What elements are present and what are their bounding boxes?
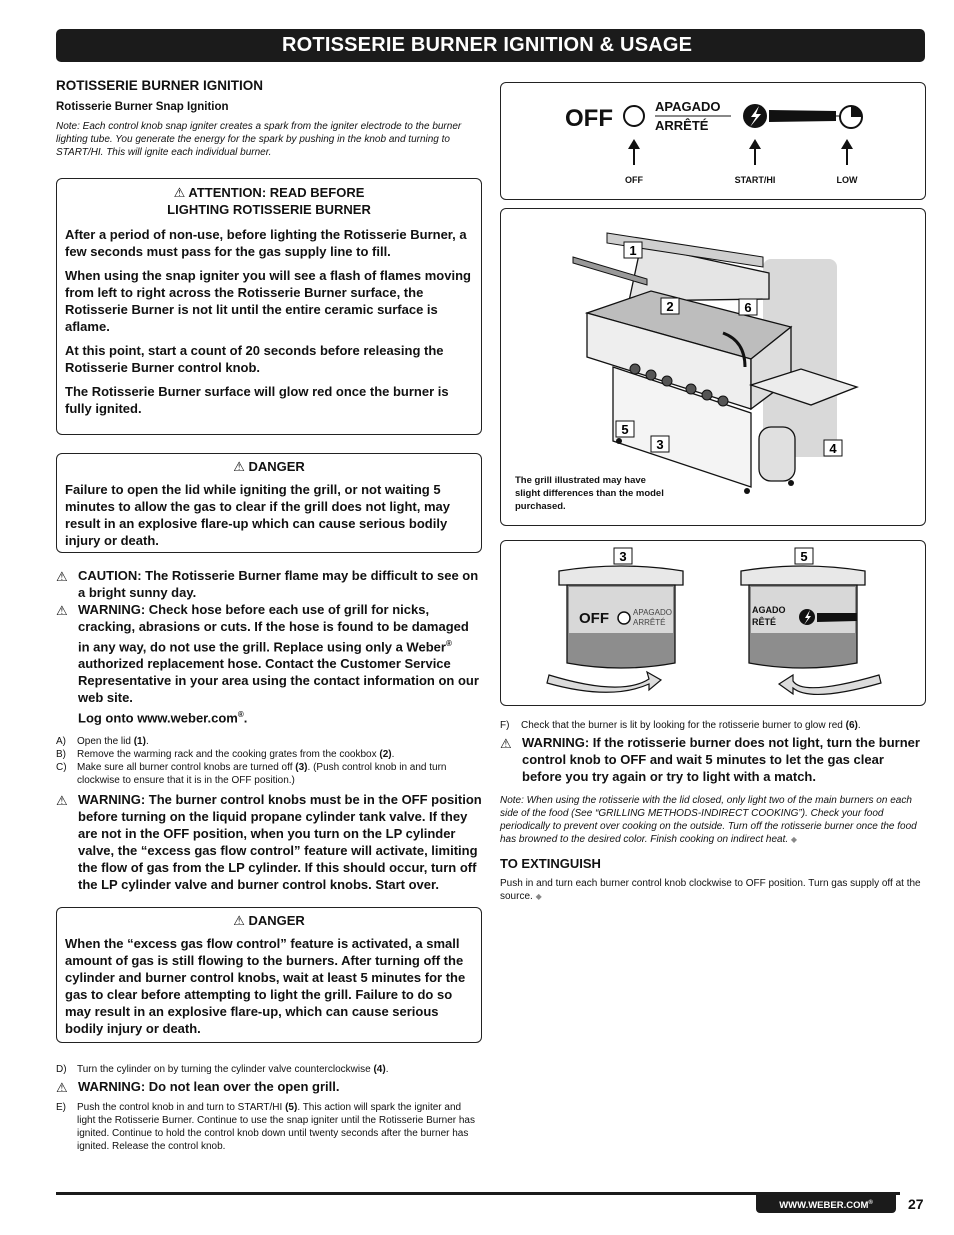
- warning-text: WARNING: The burner control knobs must be in the OFF position before turning on the liquid propane cylinder tank valve. If they are not in the OFF position, when you turn on the LP cylinder valve, the “excess gas flow control” feature will activate, limiting the flow of gas from the LP cylinder. If this should occur, turn off the LP cylinder valve and burner control knobs. Start over.: [78, 791, 482, 892]
- end-diamond-icon: ◆: [535, 892, 542, 901]
- warning-text: authorized replacement hose. Contact the Customer Service Representative in your area using the contact information on our web site.: [78, 656, 479, 706]
- low-position-label: LOW: [836, 175, 858, 185]
- knob-top: [559, 566, 683, 585]
- grill-caption: The grill illustrated may have slight differences than the model purchased.: [515, 475, 664, 512]
- lp-cylinder: [759, 427, 795, 481]
- step-item: [500, 719, 926, 732]
- control-knob: [702, 390, 712, 400]
- danger-text: Failure to open the lid while igniting the grill, or not waiting 5 minutes to allow the gas to clear if the grill does not light, may result in an explosive flare-up which can cause serious bodily injury or death.: [65, 482, 450, 548]
- warning-icon: ⚠: [56, 603, 68, 618]
- attention-paragraph: The Rotisserie Burner surface will glow red once the burner is fully ignited.: [65, 384, 449, 416]
- warning-icon: ⚠: [56, 1079, 68, 1095]
- grill-figure: [500, 208, 926, 526]
- warning-icon: ⚠: [500, 736, 512, 751]
- callout-5-label: 5: [621, 422, 629, 437]
- steps-list: [56, 1101, 482, 1153]
- step-ref: (5): [285, 1101, 298, 1113]
- knob-arrete-label: RÊTÉ: [752, 617, 777, 627]
- warning-text: WARNING: If the rotisserie burner does not light, turn the burner control knob to OFF and wait 5 minutes to let the gas clear before you try again or try to light with a match.: [522, 735, 920, 784]
- step-letter: C): [56, 761, 67, 773]
- right-column: [500, 78, 926, 903]
- off-label: OFF: [565, 105, 613, 132]
- rotate-counterclockwise-arrow-icon: [779, 675, 881, 694]
- step-text: .: [391, 748, 395, 760]
- warning-text: Log onto www.weber.com: [78, 710, 238, 726]
- step-text: .: [857, 720, 861, 731]
- lid-note-text: Note: When using the rotisserie with the lid closed, only light two of the main burners on each side of the food (See “GRILLING METHODS-INDIRECT COOKING”). Check your food periodically to prevent over cooking on the outside. Turn off the rotisserie burner once the food has browned to the desired color. Finish cooking on indirect heat.: [500, 795, 917, 845]
- footer-website: [756, 1194, 896, 1213]
- registered-mark: ®: [237, 710, 244, 720]
- step-ref: (2): [379, 748, 392, 760]
- knob-off-label: OFF: [579, 610, 609, 627]
- warning-text: WARNING: Check hose before each use of grill for nicks, cracking, abrasions or cuts. If the hose is found to be damaged in any way, do not use the grill. Replace using only a Weber: [78, 602, 469, 655]
- step-text: Open the lid: [77, 735, 134, 747]
- danger-box: [56, 453, 482, 553]
- callout-2-label: 2: [666, 299, 674, 314]
- attention-heading-line1: ATTENTION: READ BEFORE: [188, 185, 365, 200]
- flame-wedge-icon: [817, 613, 857, 622]
- page-title: ROTISSERIE BURNER IGNITION & USAGE: [56, 29, 925, 62]
- control-knob: [662, 376, 672, 386]
- control-knob: [630, 364, 640, 374]
- warning-text: .: [243, 710, 248, 726]
- attention-paragraph: At this point, start a count of 20 seconds before releasing the Rotisserie Burner control knob.: [65, 343, 444, 375]
- rotate-clockwise-arrow-icon: [547, 672, 661, 692]
- step-letter: A): [56, 735, 66, 747]
- knob-apagado-label: AGADO: [752, 605, 786, 615]
- warning-icon: ⚠: [233, 912, 245, 928]
- extinguish-body: Push in and turn each burner control knob clockwise to OFF position. Turn gas supply off at the source.: [500, 878, 921, 902]
- step-text: . This action will spark the igniter and light the Rotisserie Burner. Continue to use the snap igniter until the Rotisserie Burner has ignited. Continue to hold the control knob down until twenty seconds after the burner has ignited. Release the control knob.: [77, 1101, 475, 1152]
- callout-4-label: 4: [829, 441, 837, 456]
- danger-heading: [65, 458, 473, 475]
- footer-url-text: WWW.WEBER.COM: [779, 1200, 869, 1212]
- warning-icon: ⚠: [56, 792, 68, 808]
- steps-list: [500, 719, 926, 732]
- step-text: Remove the warming rack and the cooking grates from the cookbox: [77, 748, 380, 760]
- arrow-icon: [628, 139, 640, 149]
- left-column: [56, 78, 482, 1153]
- step-item: [56, 1101, 482, 1153]
- attention-heading-line2: LIGHTING ROTISSERIE BURNER: [167, 202, 371, 217]
- caution-item: [56, 567, 482, 601]
- step-text: Make sure all burner control knobs are turned off: [77, 761, 296, 773]
- step-item: [56, 761, 482, 787]
- step-text: .: [145, 735, 149, 747]
- callout-3-label: 3: [619, 549, 627, 564]
- arrow-icon: [749, 139, 761, 149]
- step-item: [56, 748, 482, 761]
- warning-icon: ⚠: [56, 569, 68, 584]
- end-diamond-icon: ◆: [790, 835, 798, 844]
- knob-dial-illustration: [501, 83, 925, 199]
- section-title: ROTISSERIE BURNER IGNITION: [56, 78, 264, 93]
- control-knob: [646, 370, 656, 380]
- step-text: Turn the cylinder on by turning the cylinder valve counterclockwise: [77, 1063, 374, 1075]
- attention-paragraph: After a period of non-use, before lighting the Rotisserie Burner, a few seconds must pass for the gas supply line to fill.: [65, 227, 467, 259]
- attention-heading: [65, 184, 473, 218]
- knob-positions-figure: [500, 82, 926, 200]
- step-ref: (1): [133, 735, 146, 747]
- steps-list: [56, 735, 482, 787]
- flame-wedge-icon: [769, 110, 836, 122]
- control-knob: [686, 384, 696, 394]
- warning-icon: ⚠: [233, 459, 245, 474]
- warning-icon: ⚠: [173, 185, 186, 200]
- warning-item: [56, 791, 482, 893]
- start-position-label: START/HI: [734, 175, 776, 185]
- danger-heading-text: DANGER: [248, 459, 305, 474]
- callout-6-label: 6: [744, 300, 752, 315]
- lid-note: [500, 794, 926, 846]
- danger-text: When the “excess gas flow control” feature is activated, a small amount of gas is still flowing to the burners. After turning off the cylinder and burner control knobs, wait at least 5 minutes for the gas to clear before attempting to light the grill. Failure to do so may result in an explosive flare-up, which can cause serious bodily injury or death.: [65, 935, 466, 1036]
- attention-box: [56, 178, 482, 435]
- attention-paragraph: When using the snap igniter you will see a flash of flames moving from left to right across the Rotisserie Burner surface, the Rotisserie Burner is not lit until the entire ceramic surface is aflame.: [65, 268, 471, 334]
- step-text: . (Push control knob in and turn clockwise to ensure that it is in the OFF position.): [77, 761, 447, 786]
- subsection-title: Rotisserie Burner Snap Ignition: [56, 101, 229, 113]
- callout-5-label: 5: [800, 549, 808, 564]
- arrete-label: ARRÊTÉ: [655, 118, 709, 133]
- arrow-icon: [841, 139, 853, 149]
- danger-heading-text: DANGER: [248, 912, 305, 928]
- knob-top: [741, 566, 865, 585]
- knob-apagado-label: APAGADO: [633, 608, 672, 617]
- knob-turning-figure: [500, 540, 926, 706]
- step-item: [56, 1063, 482, 1076]
- caution-text: CAUTION: The Rotisserie Burner flame may be difficult to see on a bright sunny day.: [78, 568, 479, 600]
- off-circle-icon: [618, 612, 630, 624]
- step-letter: B): [56, 748, 66, 760]
- danger-box: [56, 907, 482, 1043]
- steps-list: [56, 1063, 482, 1076]
- warning-item: [500, 734, 926, 785]
- control-knob: [718, 396, 728, 406]
- step-ref: (3): [295, 761, 308, 773]
- warning-text: WARNING: Do not lean over the open grill.: [78, 1078, 340, 1094]
- step-item: [56, 735, 482, 748]
- step-text: Check that the burner is lit by looking for the rotisserie burner to glow red: [521, 720, 846, 731]
- intro-note: Note: Each control knob snap igniter creates a spark from the igniter electrode to the burner lighting tube. You generate the energy for the spark by pushing in the knob and turning to START/HI. This will ignite each individual burner.: [56, 121, 462, 158]
- callout-3-label: 3: [656, 437, 664, 452]
- step-letter: F): [500, 720, 510, 731]
- off-circle-icon: [624, 106, 644, 126]
- step-ref: (6): [845, 720, 858, 731]
- warning-item: [56, 601, 482, 727]
- registered-mark: ®: [868, 1200, 873, 1206]
- step-ref: (4): [373, 1063, 386, 1075]
- warning-item: [56, 1078, 482, 1095]
- step-text: .: [385, 1063, 389, 1075]
- apagado-label: APAGADO: [655, 99, 721, 114]
- step-letter: E): [56, 1101, 66, 1113]
- registered-mark: ®: [445, 639, 452, 648]
- knob-arrete-label: ARRÊTÉ: [633, 618, 666, 627]
- danger-heading: [65, 912, 473, 929]
- knob-turning-illustration: [501, 541, 925, 705]
- off-position-label: OFF: [625, 175, 643, 185]
- step-letter: D): [56, 1063, 67, 1075]
- extinguish-title: TO EXTINGUISH: [500, 856, 601, 871]
- page-number: 27: [908, 1196, 924, 1212]
- callout-1-label: 1: [629, 243, 637, 258]
- extinguish-text: [500, 877, 926, 903]
- step-text: Push the control knob in and turn to START/HI: [77, 1101, 286, 1113]
